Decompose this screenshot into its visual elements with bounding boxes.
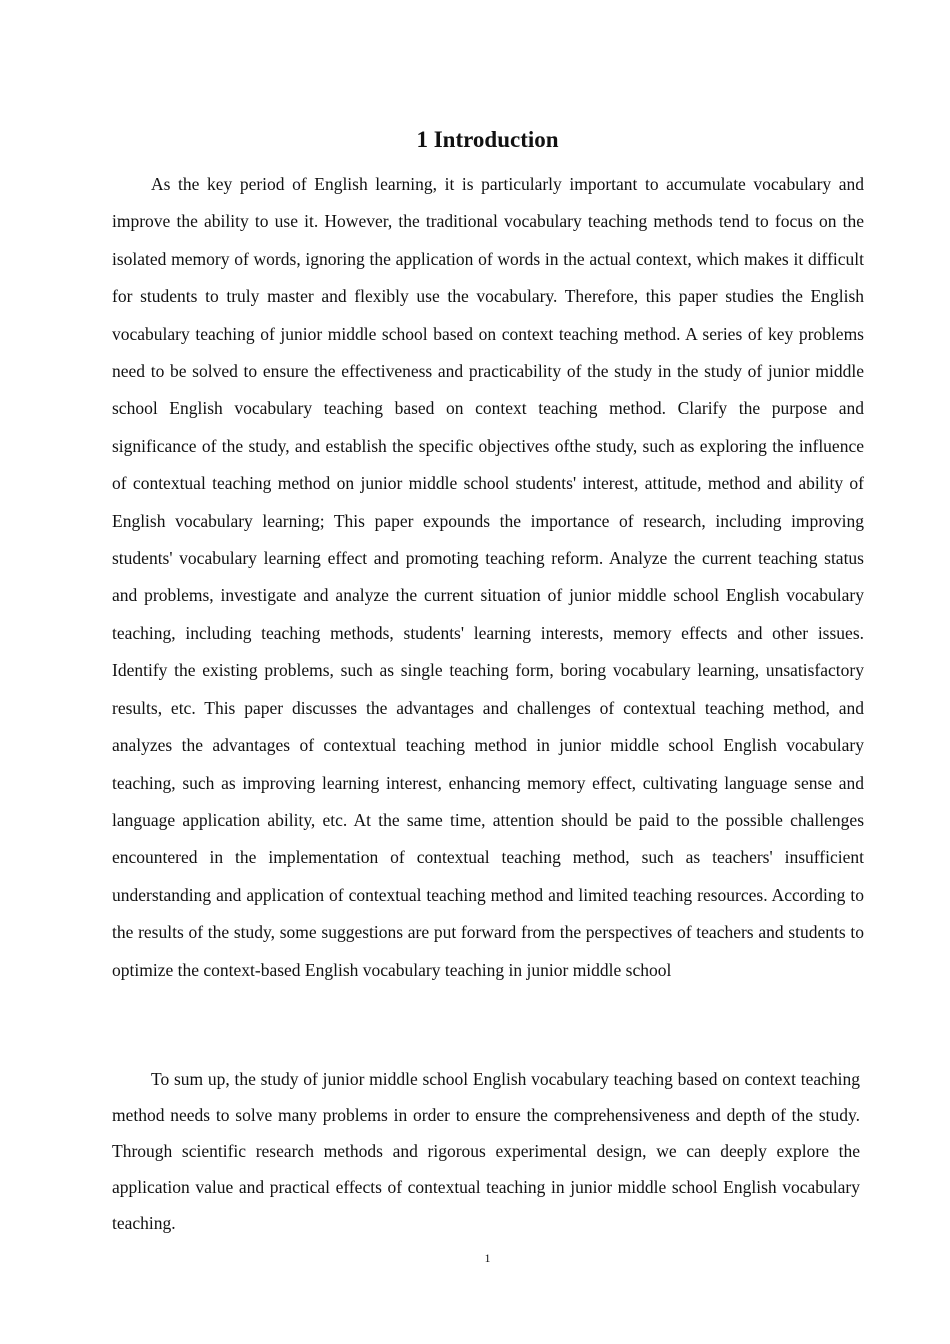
body-paragraph-1: As the key period of English learning, it is particularly important to accumulate vocabulary and improve the ability to use it. However, the traditional vocabulary teaching methods tend to focus on the isolated memory of words, ignoring the application of words in the actual context, which makes it difficult for students to truly master and flexibly use the vocabulary. Therefore, this paper studies the English vocabulary teaching of junior middle school based on context teaching method. A series of key problems need to be solved to ensure the effectiveness and practicability of the study in the study of junior middle school English vocabulary teaching based on context teaching method. Clarify the purpose and significance of the study, and establish the specific objectives ofthe study, such as exploring the influence of contextual teaching method on junior middle school students' interest, attitude, method and ability of English vocabulary learning; This paper expounds the importance of research, including improving students' vocabulary learning effect and promoting teaching reform. Analyze the current teaching status and problems, investigate and analyze the current situation of junior middle school English vocabulary teaching, including teaching methods, students' learning interests, memory effects and other issues. Identify the existing problems, such as single teaching form, boring vocabulary learning, unsatisfactory results, etc. This paper discusses the advantages and challenges of contextual teaching method, and analyzes the advantages of contextual teaching method in junior middle school English vocabulary teaching, such as improving learning interest, enhancing memory effect, cultivating language sense and language application ability, etc. At the same time, attention should be paid to the possible challenges encountered in the implementation of contextual teaching method, such as teachers' insufficient understanding and application of contextual teaching method and limited teaching resources. According to the results of the study, some suggestions are put forward from the perspectives of teachers and students to optimize the context-based English vocabulary teaching in junior middle school [112,174,864,980]
body-paragraph-2: To sum up, the study of junior middle school English vocabulary teaching based on context teaching method needs to solve many problems in order to ensure the comprehensiveness and depth of the study. Through scientific research methods and rigorous experimental design, we can deeply explore the application value and practical effects of contextual teaching in junior middle school English vocabulary teaching. [112,1069,860,1233]
section-heading: 1 Introduction [416,127,559,152]
page-number: 1 [484,1251,491,1265]
